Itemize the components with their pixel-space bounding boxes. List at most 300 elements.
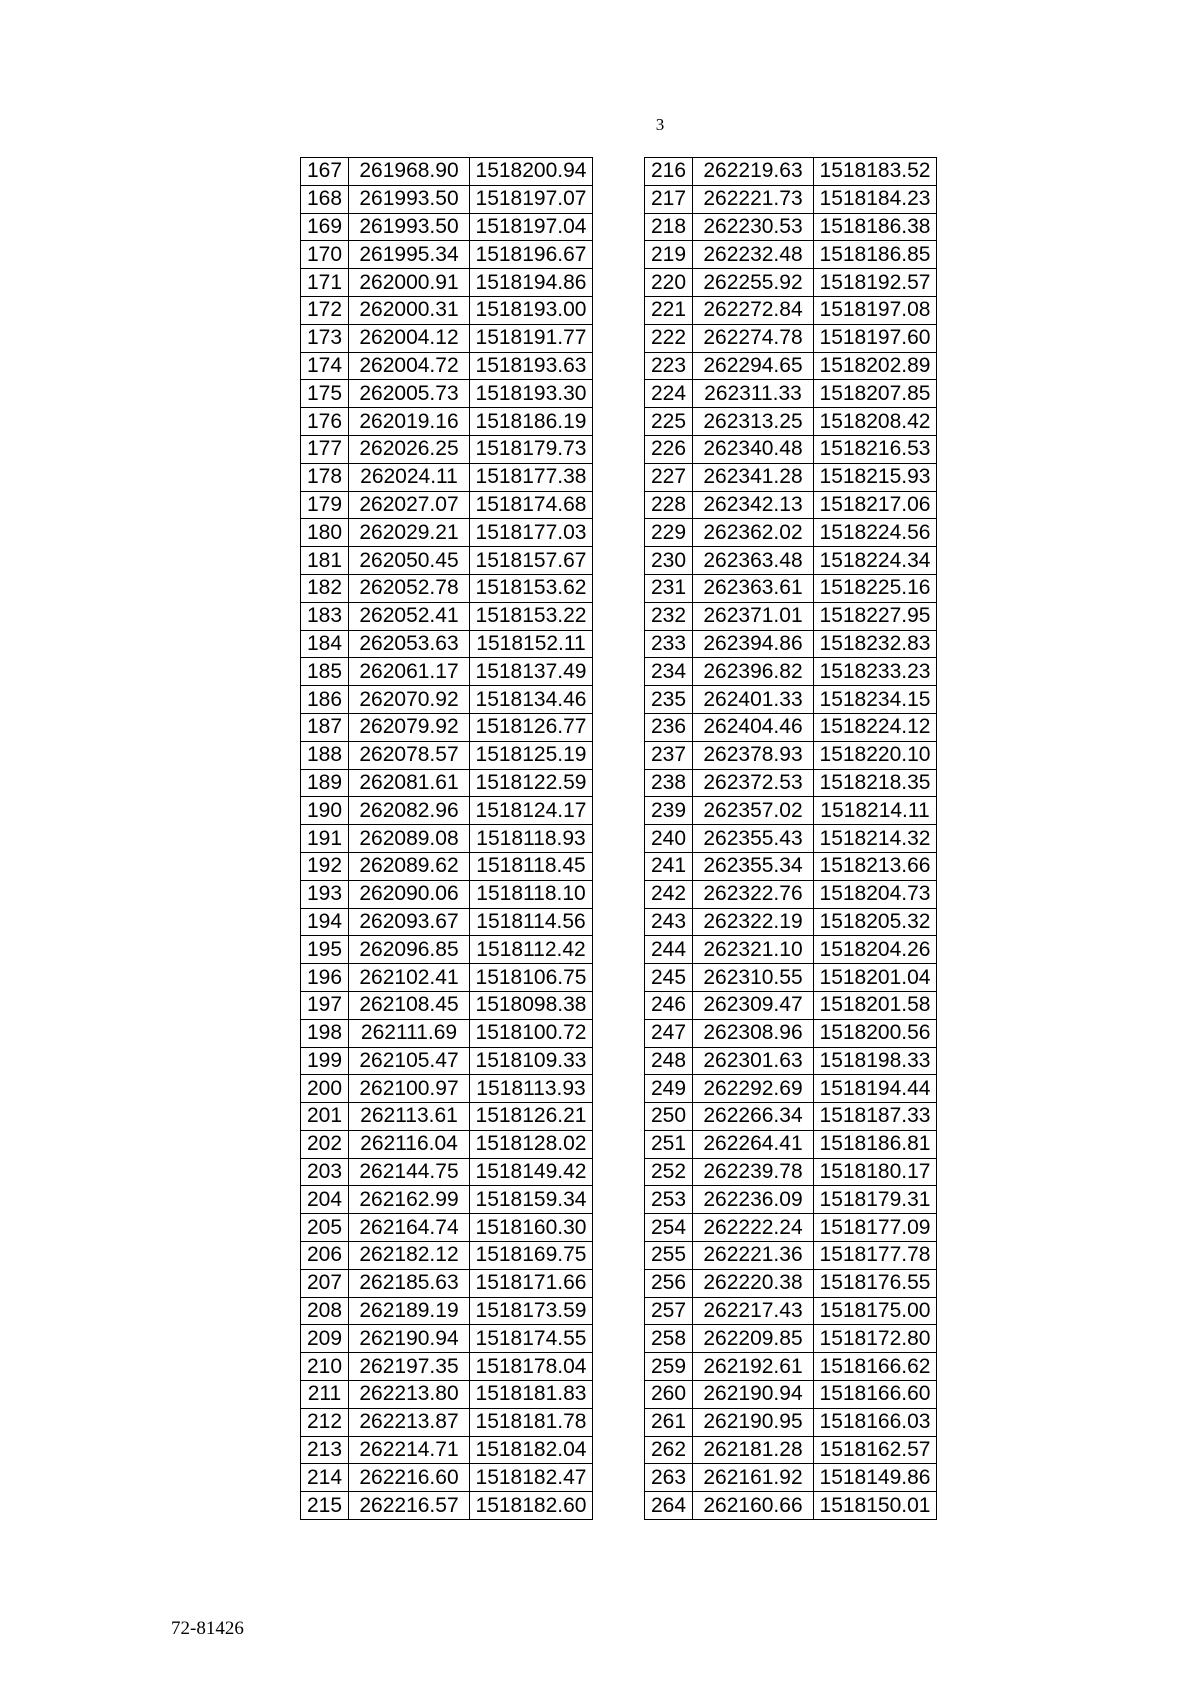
point-number-cell: 260: [645, 1381, 693, 1409]
table-row: [645, 1325, 937, 1353]
table-row: [301, 658, 593, 686]
point-number-cell: 185: [301, 658, 349, 686]
coordinate-table-left-body: [301, 158, 593, 1520]
x-coordinate-cell: 262313.25: [693, 408, 814, 436]
table-row: [301, 408, 593, 436]
table-row: [645, 574, 937, 602]
table-row: [301, 296, 593, 324]
table-row: [645, 602, 937, 630]
y-coordinate-cell: 1518182.47: [470, 1464, 593, 1492]
y-coordinate-cell: 1518182.04: [470, 1436, 593, 1464]
table-row: [301, 1019, 593, 1047]
point-number-cell: 257: [645, 1297, 693, 1325]
x-coordinate-cell: 262000.31: [349, 296, 470, 324]
y-coordinate-cell: 1518113.93: [470, 1075, 593, 1103]
table-row: [645, 741, 937, 769]
y-coordinate-cell: 1518204.73: [814, 880, 937, 908]
y-coordinate-cell: 1518174.68: [470, 491, 593, 519]
point-number-cell: 252: [645, 1158, 693, 1186]
table-row: [645, 1186, 937, 1214]
y-coordinate-cell: 1518181.78: [470, 1408, 593, 1436]
x-coordinate-cell: 262161.92: [693, 1464, 814, 1492]
table-row: [301, 463, 593, 491]
y-coordinate-cell: 1518172.80: [814, 1325, 937, 1353]
x-coordinate-cell: 262004.12: [349, 324, 470, 352]
x-coordinate-cell: 262019.16: [349, 408, 470, 436]
point-number-cell: 171: [301, 269, 349, 297]
y-coordinate-cell: 1518124.17: [470, 797, 593, 825]
table-row: [645, 1436, 937, 1464]
x-coordinate-cell: 262111.69: [349, 1019, 470, 1047]
table-row: [301, 547, 593, 575]
table-row: [645, 1158, 937, 1186]
x-coordinate-cell: 262105.47: [349, 1047, 470, 1075]
y-coordinate-cell: 1518181.83: [470, 1381, 593, 1409]
y-coordinate-cell: 1518186.85: [814, 241, 937, 269]
point-number-cell: 213: [301, 1436, 349, 1464]
table-row: [301, 574, 593, 602]
x-coordinate-cell: 262113.61: [349, 1103, 470, 1131]
y-coordinate-cell: 1518177.03: [470, 519, 593, 547]
x-coordinate-cell: 262192.61: [693, 1353, 814, 1381]
y-coordinate-cell: 1518213.66: [814, 852, 937, 880]
point-number-cell: 245: [645, 964, 693, 992]
y-coordinate-cell: 1518153.62: [470, 574, 593, 602]
x-coordinate-cell: 262355.43: [693, 825, 814, 853]
x-coordinate-cell: 262362.02: [693, 519, 814, 547]
point-number-cell: 174: [301, 352, 349, 380]
table-row: [301, 1075, 593, 1103]
table-row: [645, 908, 937, 936]
y-coordinate-cell: 1518201.04: [814, 964, 937, 992]
y-coordinate-cell: 1518197.04: [470, 213, 593, 241]
point-number-cell: 227: [645, 463, 693, 491]
y-coordinate-cell: 1518125.19: [470, 741, 593, 769]
point-number-cell: 192: [301, 852, 349, 880]
x-coordinate-cell: 262310.55: [693, 964, 814, 992]
table-row: [301, 630, 593, 658]
y-coordinate-cell: 1518179.31: [814, 1186, 937, 1214]
point-number-cell: 169: [301, 213, 349, 241]
point-number-cell: 223: [645, 352, 693, 380]
y-coordinate-cell: 1518106.75: [470, 964, 593, 992]
table-row: [301, 602, 593, 630]
point-number-cell: 193: [301, 880, 349, 908]
point-number-cell: 261: [645, 1408, 693, 1436]
point-number-cell: 176: [301, 408, 349, 436]
point-number-cell: 246: [645, 991, 693, 1019]
x-coordinate-cell: 262102.41: [349, 964, 470, 992]
y-coordinate-cell: 1518197.07: [470, 185, 593, 213]
y-coordinate-cell: 1518193.30: [470, 380, 593, 408]
point-number-cell: 200: [301, 1075, 349, 1103]
x-coordinate-cell: 262272.84: [693, 296, 814, 324]
x-coordinate-cell: 262162.99: [349, 1186, 470, 1214]
x-coordinate-cell: 262209.85: [693, 1325, 814, 1353]
point-number-cell: 232: [645, 602, 693, 630]
point-number-cell: 178: [301, 463, 349, 491]
y-coordinate-cell: 1518118.45: [470, 852, 593, 880]
point-number-cell: 222: [645, 324, 693, 352]
y-coordinate-cell: 1518224.56: [814, 519, 937, 547]
table-row: [301, 519, 593, 547]
x-coordinate-cell: 262181.28: [693, 1436, 814, 1464]
point-number-cell: 231: [645, 574, 693, 602]
point-number-cell: 236: [645, 713, 693, 741]
y-coordinate-cell: 1518180.17: [814, 1158, 937, 1186]
point-number-cell: 199: [301, 1047, 349, 1075]
table-row: [645, 547, 937, 575]
table-row: [301, 158, 593, 186]
x-coordinate-cell: 262274.78: [693, 324, 814, 352]
y-coordinate-cell: 1518218.35: [814, 769, 937, 797]
x-coordinate-cell: 262096.85: [349, 936, 470, 964]
table-row: [301, 991, 593, 1019]
x-coordinate-cell: 262236.09: [693, 1186, 814, 1214]
y-coordinate-cell: 1518122.59: [470, 769, 593, 797]
table-row: [301, 1408, 593, 1436]
point-number-cell: 233: [645, 630, 693, 658]
y-coordinate-cell: 1518201.58: [814, 991, 937, 1019]
point-number-cell: 250: [645, 1103, 693, 1131]
point-number-cell: 210: [301, 1353, 349, 1381]
table-row: [645, 463, 937, 491]
y-coordinate-cell: 1518162.57: [814, 1436, 937, 1464]
point-number-cell: 209: [301, 1325, 349, 1353]
x-coordinate-cell: 262221.73: [693, 185, 814, 213]
y-coordinate-cell: 1518191.77: [470, 324, 593, 352]
x-coordinate-cell: 262078.57: [349, 741, 470, 769]
y-coordinate-cell: 1518150.01: [814, 1492, 937, 1520]
x-coordinate-cell: 262089.62: [349, 852, 470, 880]
y-coordinate-cell: 1518204.26: [814, 936, 937, 964]
y-coordinate-cell: 1518197.08: [814, 296, 937, 324]
table-row: [645, 269, 937, 297]
x-coordinate-cell: 262222.24: [693, 1214, 814, 1242]
x-coordinate-cell: 262372.53: [693, 769, 814, 797]
x-coordinate-cell: 262378.93: [693, 741, 814, 769]
table-row: [301, 1269, 593, 1297]
y-coordinate-cell: 1518176.55: [814, 1269, 937, 1297]
x-coordinate-cell: 262322.19: [693, 908, 814, 936]
x-coordinate-cell: 262292.69: [693, 1075, 814, 1103]
table-row: [645, 1103, 937, 1131]
y-coordinate-cell: 1518200.56: [814, 1019, 937, 1047]
x-coordinate-cell: 262005.73: [349, 380, 470, 408]
table-row: [301, 1047, 593, 1075]
x-coordinate-cell: 262182.12: [349, 1242, 470, 1270]
y-coordinate-cell: 1518193.00: [470, 296, 593, 324]
y-coordinate-cell: 1518220.10: [814, 741, 937, 769]
table-row: [301, 1436, 593, 1464]
x-coordinate-cell: 262264.41: [693, 1130, 814, 1158]
point-number-cell: 237: [645, 741, 693, 769]
y-coordinate-cell: 1518173.59: [470, 1297, 593, 1325]
table-row: [645, 1381, 937, 1409]
table-row: [645, 1075, 937, 1103]
y-coordinate-cell: 1518233.23: [814, 658, 937, 686]
table-row: [645, 1019, 937, 1047]
coordinate-table-left: [300, 157, 593, 1520]
table-row: [301, 324, 593, 352]
x-coordinate-cell: 262221.36: [693, 1242, 814, 1270]
point-number-cell: 168: [301, 185, 349, 213]
x-coordinate-cell: 262340.48: [693, 435, 814, 463]
table-row: [645, 1408, 937, 1436]
point-number-cell: 172: [301, 296, 349, 324]
x-coordinate-cell: 262342.13: [693, 491, 814, 519]
x-coordinate-cell: 261995.34: [349, 241, 470, 269]
point-number-cell: 248: [645, 1047, 693, 1075]
x-coordinate-cell: 262404.46: [693, 713, 814, 741]
table-row: [645, 1214, 937, 1242]
point-number-cell: 197: [301, 991, 349, 1019]
table-row: [645, 1130, 937, 1158]
table-row: [301, 797, 593, 825]
table-row: [301, 825, 593, 853]
table-row: [645, 352, 937, 380]
y-coordinate-cell: 1518109.33: [470, 1047, 593, 1075]
table-row: [645, 1047, 937, 1075]
table-row: [301, 1242, 593, 1270]
table-row: [301, 380, 593, 408]
table-row: [301, 213, 593, 241]
point-number-cell: 196: [301, 964, 349, 992]
table-row: [301, 741, 593, 769]
y-coordinate-cell: 1518208.42: [814, 408, 937, 436]
table-row: [645, 1242, 937, 1270]
y-coordinate-cell: 1518118.93: [470, 825, 593, 853]
x-coordinate-cell: 262232.48: [693, 241, 814, 269]
table-row: [645, 158, 937, 186]
table-row: [301, 880, 593, 908]
table-row: [645, 713, 937, 741]
y-coordinate-cell: 1518207.85: [814, 380, 937, 408]
x-coordinate-cell: 262363.61: [693, 574, 814, 602]
point-number-cell: 258: [645, 1325, 693, 1353]
y-coordinate-cell: 1518205.32: [814, 908, 937, 936]
table-row: [301, 352, 593, 380]
x-coordinate-cell: 262217.43: [693, 1297, 814, 1325]
y-coordinate-cell: 1518192.57: [814, 269, 937, 297]
y-coordinate-cell: 1518112.42: [470, 936, 593, 964]
table-row: [645, 1464, 937, 1492]
table-row: [301, 1492, 593, 1520]
point-number-cell: 202: [301, 1130, 349, 1158]
y-coordinate-cell: 1518157.67: [470, 547, 593, 575]
table-row: [645, 491, 937, 519]
x-coordinate-cell: 262082.96: [349, 797, 470, 825]
table-row: [645, 630, 937, 658]
point-number-cell: 241: [645, 852, 693, 880]
point-number-cell: 259: [645, 1353, 693, 1381]
table-row: [301, 269, 593, 297]
x-coordinate-cell: 262090.06: [349, 880, 470, 908]
point-number-cell: 212: [301, 1408, 349, 1436]
y-coordinate-cell: 1518178.04: [470, 1353, 593, 1381]
point-number-cell: 226: [645, 435, 693, 463]
point-number-cell: 175: [301, 380, 349, 408]
x-coordinate-cell: 262050.45: [349, 547, 470, 575]
x-coordinate-cell: 262322.76: [693, 880, 814, 908]
point-number-cell: 198: [301, 1019, 349, 1047]
table-row: [301, 1130, 593, 1158]
y-coordinate-cell: 1518224.12: [814, 713, 937, 741]
y-coordinate-cell: 1518200.94: [470, 158, 593, 186]
y-coordinate-cell: 1518194.44: [814, 1075, 937, 1103]
point-number-cell: 214: [301, 1464, 349, 1492]
y-coordinate-cell: 1518174.55: [470, 1325, 593, 1353]
point-number-cell: 242: [645, 880, 693, 908]
table-row: [645, 519, 937, 547]
point-number-cell: 208: [301, 1297, 349, 1325]
table-row: [301, 713, 593, 741]
x-coordinate-cell: 262026.25: [349, 435, 470, 463]
x-coordinate-cell: 261993.50: [349, 213, 470, 241]
table-row: [645, 241, 937, 269]
point-number-cell: 225: [645, 408, 693, 436]
y-coordinate-cell: 1518134.46: [470, 686, 593, 714]
table-row: [301, 185, 593, 213]
y-coordinate-cell: 1518196.67: [470, 241, 593, 269]
x-coordinate-cell: 262357.02: [693, 797, 814, 825]
x-coordinate-cell: 262371.01: [693, 602, 814, 630]
y-coordinate-cell: 1518232.83: [814, 630, 937, 658]
y-coordinate-cell: 1518100.72: [470, 1019, 593, 1047]
x-coordinate-cell: 262355.34: [693, 852, 814, 880]
x-coordinate-cell: 262301.63: [693, 1047, 814, 1075]
y-coordinate-cell: 1518214.32: [814, 825, 937, 853]
table-row: [301, 1158, 593, 1186]
coordinate-table-right-body: [645, 158, 937, 1520]
point-number-cell: 206: [301, 1242, 349, 1270]
point-number-cell: 235: [645, 686, 693, 714]
x-coordinate-cell: 262100.97: [349, 1075, 470, 1103]
x-coordinate-cell: 262024.11: [349, 463, 470, 491]
table-row: [301, 1186, 593, 1214]
x-coordinate-cell: 262216.57: [349, 1492, 470, 1520]
x-coordinate-cell: 262108.45: [349, 991, 470, 1019]
point-number-cell: 251: [645, 1130, 693, 1158]
table-row: [645, 825, 937, 853]
point-number-cell: 211: [301, 1381, 349, 1409]
y-coordinate-cell: 1518126.77: [470, 713, 593, 741]
y-coordinate-cell: 1518198.33: [814, 1047, 937, 1075]
y-coordinate-cell: 1518202.89: [814, 352, 937, 380]
x-coordinate-cell: 262079.92: [349, 713, 470, 741]
point-number-cell: 173: [301, 324, 349, 352]
point-number-cell: 205: [301, 1214, 349, 1242]
x-coordinate-cell: 261993.50: [349, 185, 470, 213]
table-row: [645, 1353, 937, 1381]
y-coordinate-cell: 1518171.66: [470, 1269, 593, 1297]
x-coordinate-cell: 262394.86: [693, 630, 814, 658]
point-number-cell: 263: [645, 1464, 693, 1492]
table-row: [645, 1492, 937, 1520]
point-number-cell: 243: [645, 908, 693, 936]
point-number-cell: 255: [645, 1242, 693, 1270]
x-coordinate-cell: 262052.78: [349, 574, 470, 602]
table-row: [645, 769, 937, 797]
y-coordinate-cell: 1518179.73: [470, 435, 593, 463]
y-coordinate-cell: 1518216.53: [814, 435, 937, 463]
point-number-cell: 194: [301, 908, 349, 936]
table-row: [645, 852, 937, 880]
point-number-cell: 216: [645, 158, 693, 186]
x-coordinate-cell: 262190.95: [693, 1408, 814, 1436]
table-row: [645, 686, 937, 714]
x-coordinate-cell: 262116.04: [349, 1130, 470, 1158]
x-coordinate-cell: 262401.33: [693, 686, 814, 714]
point-number-cell: 180: [301, 519, 349, 547]
y-coordinate-cell: 1518126.21: [470, 1103, 593, 1131]
point-number-cell: 229: [645, 519, 693, 547]
y-coordinate-cell: 1518166.03: [814, 1408, 937, 1436]
x-coordinate-cell: 262220.38: [693, 1269, 814, 1297]
y-coordinate-cell: 1518166.62: [814, 1353, 937, 1381]
y-coordinate-cell: 1518149.86: [814, 1464, 937, 1492]
table-row: [645, 991, 937, 1019]
point-number-cell: 201: [301, 1103, 349, 1131]
x-coordinate-cell: 262321.10: [693, 936, 814, 964]
x-coordinate-cell: 262004.72: [349, 352, 470, 380]
point-number-cell: 188: [301, 741, 349, 769]
y-coordinate-cell: 1518217.06: [814, 491, 937, 519]
page-number: 3: [655, 115, 665, 134]
x-coordinate-cell: 262308.96: [693, 1019, 814, 1047]
y-coordinate-cell: 1518160.30: [470, 1214, 593, 1242]
x-coordinate-cell: 262189.19: [349, 1297, 470, 1325]
table-row: [645, 435, 937, 463]
table-row: [301, 1381, 593, 1409]
x-coordinate-cell: 262027.07: [349, 491, 470, 519]
table-row: [301, 908, 593, 936]
table-row: [645, 185, 937, 213]
table-row: [301, 964, 593, 992]
table-row: [645, 380, 937, 408]
y-coordinate-cell: 1518225.16: [814, 574, 937, 602]
y-coordinate-cell: 1518182.60: [470, 1492, 593, 1520]
x-coordinate-cell: 262185.63: [349, 1269, 470, 1297]
y-coordinate-cell: 1518224.34: [814, 547, 937, 575]
point-number-cell: 218: [645, 213, 693, 241]
x-coordinate-cell: 262061.17: [349, 658, 470, 686]
x-coordinate-cell: 262311.33: [693, 380, 814, 408]
point-number-cell: 234: [645, 658, 693, 686]
x-coordinate-cell: 262214.71: [349, 1436, 470, 1464]
x-coordinate-cell: 262363.48: [693, 547, 814, 575]
y-coordinate-cell: 1518169.75: [470, 1242, 593, 1270]
y-coordinate-cell: 1518177.38: [470, 463, 593, 491]
coordinate-table-right: [644, 157, 937, 1520]
point-number-cell: 262: [645, 1436, 693, 1464]
point-number-cell: 249: [645, 1075, 693, 1103]
x-coordinate-cell: 262070.92: [349, 686, 470, 714]
table-row: [301, 936, 593, 964]
x-coordinate-cell: 262029.21: [349, 519, 470, 547]
point-number-cell: 177: [301, 435, 349, 463]
y-coordinate-cell: 1518183.52: [814, 158, 937, 186]
table-row: [645, 880, 937, 908]
table-row: [645, 797, 937, 825]
x-coordinate-cell: 262255.92: [693, 269, 814, 297]
table-row: [645, 964, 937, 992]
x-coordinate-cell: 262396.82: [693, 658, 814, 686]
x-coordinate-cell: 262000.91: [349, 269, 470, 297]
table-row: [645, 324, 937, 352]
point-number-cell: 238: [645, 769, 693, 797]
point-number-cell: 204: [301, 1186, 349, 1214]
